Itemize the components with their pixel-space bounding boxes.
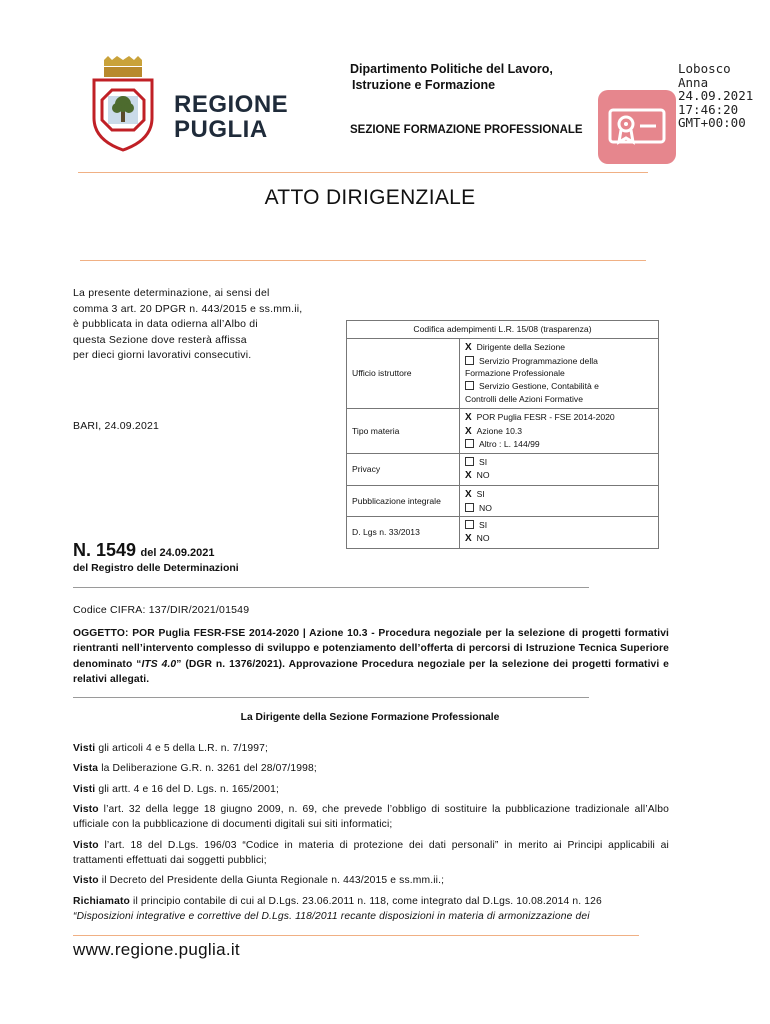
- x-mark-icon: X: [465, 425, 472, 437]
- paragraph: Visto il Decreto del Presidente della Giunta Regionale n. 443/2015 e ss.mm.ii.;: [73, 875, 445, 887]
- place-date: BARI, 24.09.2021: [73, 420, 160, 432]
- option: Servizio Gestione, Contabilità e: [465, 380, 653, 393]
- options-cell: [460, 517, 659, 549]
- registry-label: del Registro delle Determinazioni: [73, 562, 239, 574]
- paragraph: Visti gli articoli 4 e 5 della L.R. n. 7/1997;: [73, 743, 269, 754]
- certificate-icon: [598, 90, 676, 164]
- table-row: [347, 454, 659, 486]
- option: SI: [465, 519, 653, 532]
- title-divider: [80, 260, 646, 261]
- option: X POR Puglia FESR - FSE 2014-2020: [465, 411, 615, 423]
- section-heading: SEZIONE FORMAZIONE PROFESSIONALE: [350, 124, 583, 136]
- codice-cifra: Codice CIFRA: 137/DIR/2021/01549: [73, 604, 250, 616]
- option: X NO: [465, 469, 490, 481]
- checkbox-empty-icon: [465, 381, 474, 390]
- table-row: [347, 408, 659, 453]
- row-label: Ufficio istruttore: [347, 338, 460, 408]
- paragraph: Vista la Deliberazione G.R. n. 3261 del 28/07/1998;: [73, 763, 317, 775]
- option: X NO: [465, 533, 490, 545]
- department-heading: Dipartimento Politiche del Lavoro, Istruzione e Formazione: [350, 62, 553, 92]
- codifica-header: Codifica adempimenti L.R. 15/08 (trasparenza): [347, 321, 659, 339]
- row-label: D. Lgs n. 33/2013: [347, 517, 460, 549]
- options-cell: [460, 454, 659, 486]
- x-mark-icon: X: [465, 341, 472, 353]
- determination-number: N. 1549 del 24.09.2021: [73, 540, 215, 560]
- row-label: Privacy: [347, 454, 460, 486]
- x-mark-icon: X: [465, 411, 472, 423]
- option: X Azione 10.3: [465, 425, 523, 437]
- paragraph: Visto l’art. 32 della legge 18 giugno 2009, n. 69, che prevede l’obbligo di sostituire la pubblicazione tradizionale all’Albo ufficiale con la pubblicazione di documenti digitali sui siti informatici;: [73, 804, 669, 831]
- checkbox-empty-icon: [465, 457, 474, 466]
- checkbox-empty-icon: [465, 520, 474, 529]
- option: Controlli delle Azioni Formative: [465, 393, 583, 404]
- header-divider: [78, 172, 648, 173]
- logo-wordmark: REGIONE PUGLIA: [174, 91, 289, 143]
- option: X Dirigente della Sezione: [465, 341, 566, 353]
- document-title: ATTO DIRIGENZIALE: [264, 186, 476, 209]
- digital-signature-badge[interactable]: [598, 90, 676, 164]
- codifica-table: [346, 320, 659, 549]
- publication-note: La presente determinazione, ai sensi del comma 3 art. 20 DPGR n. 443/2015 e ss.mm.ii, è pubblicata in data odierna all’Albo di questa Sezione dove resterà affissa per dieci giorni lavorativi consecutivi.: [73, 287, 303, 361]
- paragraph: Richiamato il principio contabile di cui al D.Lgs. 23.06.2011 n. 118, come integrato dal D.Lgs. 10.08.2014 n. 126 “Disposizioni integrative e correttive del D.Lgs. 118/2011 recante disposizioni in materia di armonizzazione dei: [73, 895, 602, 922]
- footer-divider: [73, 935, 639, 936]
- option: SI: [465, 456, 653, 469]
- oggetto-paragraph: OGGETTO: POR Puglia FESR-FSE 2014-2020 | Azione 10.3 - Procedura negoziale per la selezione di progetti formativi rientranti nell’intervento complesso di sviluppo e potenziamento dell’offerta di percorsi di Istruzione Tecnica Superiore denominato “ITS 4.0” (DGR n. 1376/2021). Approvazione Procedura negoziale per la selezione dei progetti formativi e relativi allegati.: [73, 628, 669, 685]
- option: NO: [465, 502, 653, 515]
- table-row: [347, 517, 659, 549]
- x-mark-icon: X: [465, 533, 472, 545]
- option: Servizio Programmazione della: [465, 355, 653, 368]
- options-cell: [460, 338, 659, 408]
- checkbox-empty-icon: [465, 503, 474, 512]
- x-mark-icon: X: [465, 488, 472, 500]
- option: X SI: [465, 488, 485, 500]
- regione-puglia-coat-of-arms-icon: [90, 56, 170, 152]
- dirigente-heading: La Dirigente della Sezione Formazione Professionale: [240, 712, 500, 723]
- signature-info: Lobosco Anna 24.09.2021 17:46:20 GMT+00:00: [678, 61, 754, 130]
- option: Formazione Professionale: [465, 368, 565, 379]
- checkbox-empty-icon: [465, 439, 474, 448]
- x-mark-icon: X: [465, 469, 472, 481]
- row-label: Pubblicazione integrale: [347, 485, 460, 517]
- table-row: [347, 338, 659, 408]
- options-cell: [460, 408, 659, 453]
- paragraph: Visti gli artt. 4 e 16 del D. Lgs. n. 165/2001;: [73, 783, 280, 795]
- divider: [73, 587, 589, 588]
- regione-puglia-logo: [90, 56, 290, 152]
- footer-url-link[interactable]: www.regione.puglia.it: [73, 940, 240, 959]
- document-body: [73, 741, 669, 924]
- checkbox-empty-icon: [465, 356, 474, 365]
- divider: [73, 697, 589, 698]
- row-label: Tipo materia: [347, 408, 460, 453]
- table-row: [347, 485, 659, 517]
- paragraph: Visto l’art. 18 del D.Lgs. 196/03 “Codice in materia di protezione dei dati personali” in merito ai Principi applicabili ai trattamenti effettuati dai soggetti pubblici;: [73, 839, 669, 866]
- options-cell: [460, 485, 659, 517]
- option: Altro : L. 144/99: [465, 438, 653, 451]
